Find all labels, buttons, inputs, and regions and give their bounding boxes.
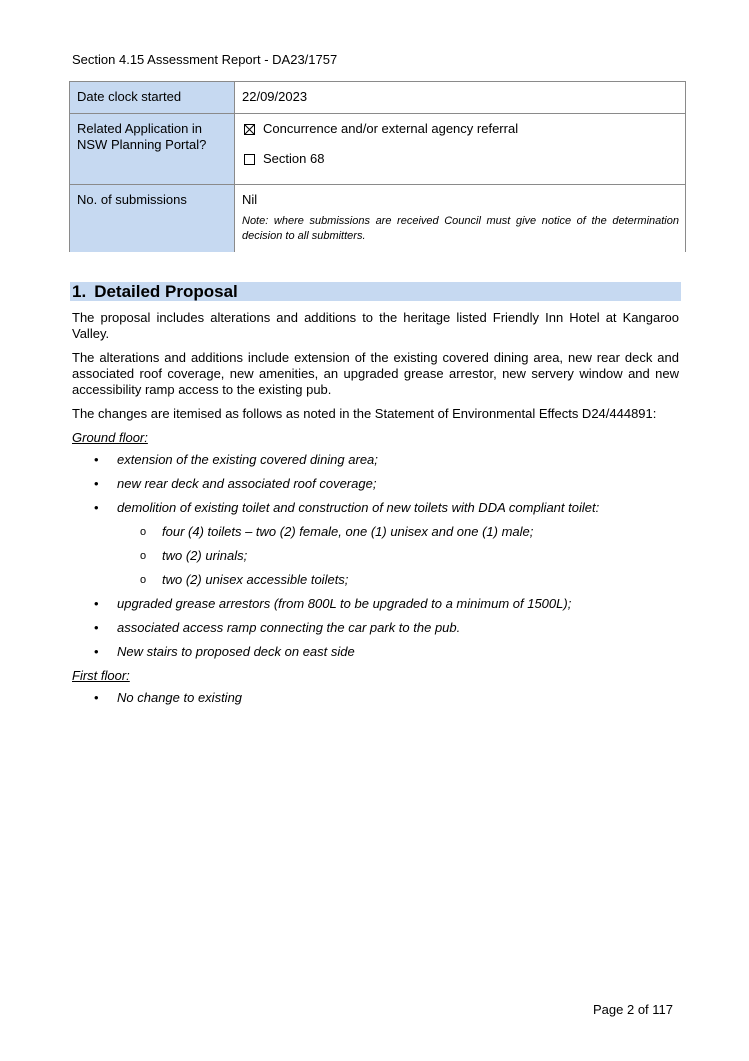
checked-box-icon <box>244 124 255 135</box>
date-clock-label: Date clock started <box>70 82 235 114</box>
list-item: • new rear deck and associated roof coverage; <box>72 476 679 492</box>
section-body <box>72 310 679 714</box>
page-header: Section 4.15 Assessment Report - DA23/1757 <box>72 52 338 67</box>
concurrence-checkbox-row <box>242 121 679 137</box>
application-info-table <box>69 81 686 252</box>
table-row <box>70 114 686 185</box>
first-floor-heading: First floor: <box>72 668 130 683</box>
submissions-note: Note: where submissions are received Council must give notice of the determination decision to all submitters. <box>242 215 679 242</box>
related-application-options <box>235 114 686 185</box>
page-number: Page 2 of 117 <box>593 1002 673 1017</box>
section-heading <box>70 282 681 301</box>
list-item-text: demolition of existing toilet and construction of new toilets with DDA compliant toilet: <box>117 500 600 515</box>
toilets-sublist <box>117 524 679 588</box>
concurrence-checkbox-label: Concurrence and/or external agency referral <box>263 121 519 136</box>
sublist-item: o two (2) urinals; <box>117 548 679 564</box>
section-68-checkbox-label: Section 68 <box>263 151 325 166</box>
ground-floor-list <box>72 452 679 660</box>
sublist-item: o four (4) toilets – two (2) female, one (1) unisex and one (1) male; <box>117 524 679 540</box>
submissions-value: Nil <box>242 192 258 207</box>
section-number: 1. <box>72 282 87 301</box>
section-68-checkbox-row <box>242 151 679 167</box>
list-item: • No change to existing <box>72 690 679 706</box>
table-row <box>70 82 686 114</box>
list-item <box>72 500 679 588</box>
section-title: Detailed Proposal <box>94 282 238 301</box>
list-item: • associated access ramp connecting the car park to the pub. <box>72 620 679 636</box>
list-item: • New stairs to proposed deck on east side <box>72 644 679 660</box>
table-row <box>70 185 686 253</box>
related-application-label-line2: NSW Planning Portal? <box>77 137 207 152</box>
paragraph: The alterations and additions include extension of the existing covered dining area, new rear deck and associated roof coverage, new amenities, an upgraded grease arrestor, new servery window and new accessibility ramp access to the existing pub. <box>72 350 679 397</box>
list-item: • upgraded grease arrestors (from 800L to be upgraded to a minimum of 1500L); <box>72 596 679 612</box>
first-floor-list <box>72 690 679 706</box>
ground-floor-heading: Ground floor: <box>72 430 148 445</box>
unchecked-box-icon <box>244 154 255 165</box>
submissions-label: No. of submissions <box>70 185 235 253</box>
list-item: • extension of the existing covered dining area; <box>72 452 679 468</box>
date-clock-value: 22/09/2023 <box>235 82 686 114</box>
sublist-item: o two (2) unisex accessible toilets; <box>117 572 679 588</box>
paragraph: The proposal includes alterations and additions to the heritage listed Friendly Inn Hotel at Kangaroo Valley. <box>72 310 679 341</box>
related-application-label-line1: Related Application in <box>77 121 203 136</box>
related-application-label <box>70 114 235 185</box>
submissions-cell <box>235 185 686 253</box>
paragraph: The changes are itemised as follows as noted in the Statement of Environmental Effects D24/444891: <box>72 406 657 421</box>
